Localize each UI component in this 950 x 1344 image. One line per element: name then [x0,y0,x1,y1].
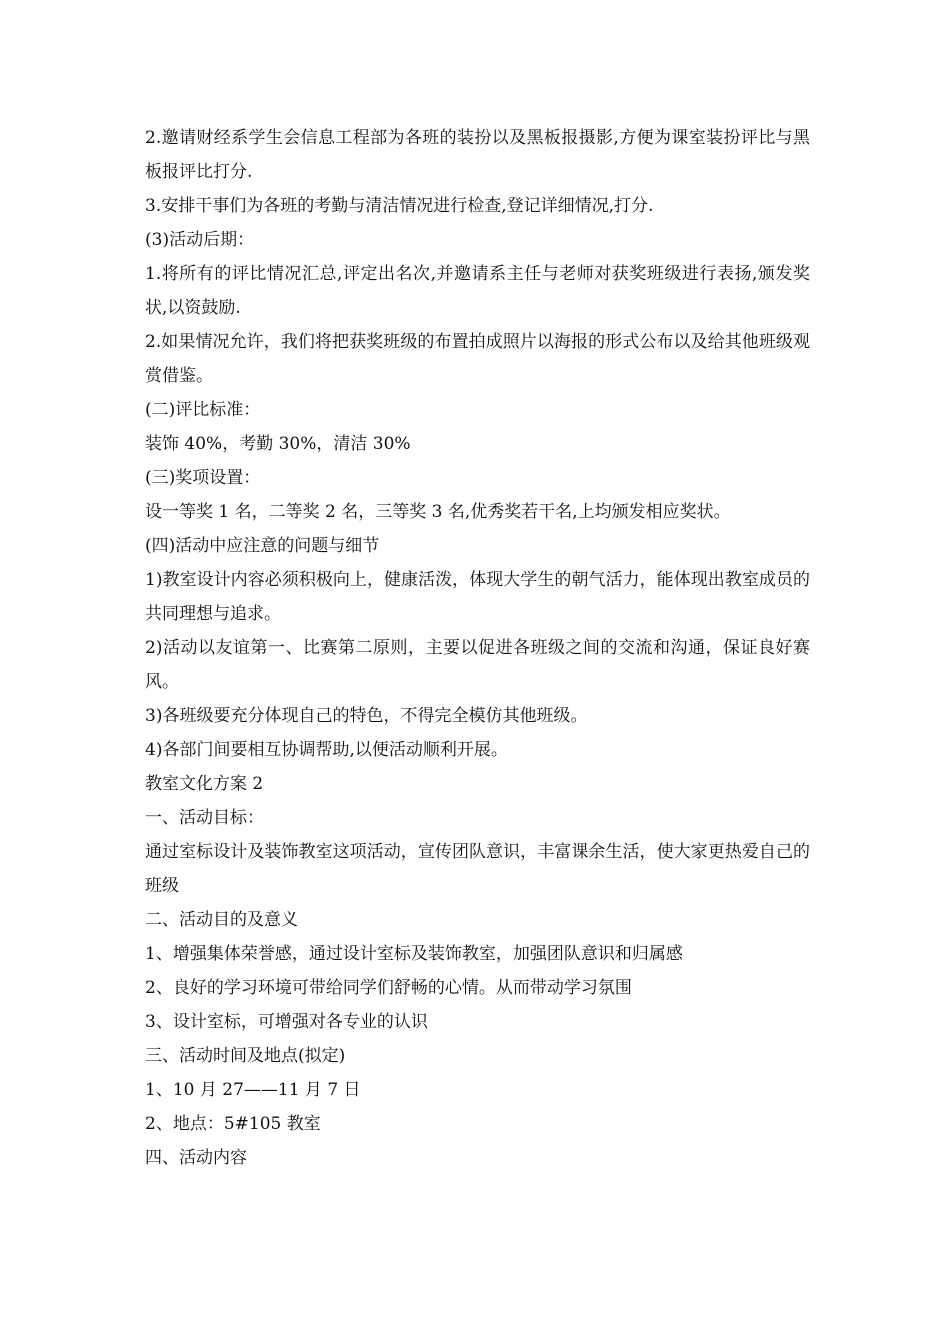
document-title: 教室文化方案 2 [145,774,264,794]
paragraph: 2.如果情况允许，我们将把获奖班级的布置拍成照片以海报的形式公布以及给其他班级观赏借鉴。 [145,332,810,386]
section-heading: 四、活动内容 [145,1148,247,1168]
paragraph: 1)教室设计内容必须积极向上，健康活泼，体现大学生的朝气活力，能体现出教室成员的共同理想与追求。 [145,570,810,624]
paragraph: 4)各部门间要相互协调帮助,以便活动顺利开展。 [145,740,508,760]
paragraph: 3)各班级要充分体现自己的特色，不得完全模仿其他班级。 [145,706,588,726]
paragraph: 2.邀请财经系学生会信息工程部为各班的装扮以及黑板报摄影,方便为课室装扮评比与黑板报评比打分. [145,128,810,182]
paragraph: 2、地点：5#105 教室 [145,1114,321,1134]
paragraph: 3.安排干事们为各班的考勤与清洁情况进行检查,登记详细情况,打分. [145,196,654,216]
section-heading: 一、活动目标： [145,808,264,828]
paragraph: 1、10 月 27——11 月 7 日 [145,1080,361,1100]
section-heading: 二、活动目的及意义 [145,910,298,930]
section-heading: (四)活动中应注意的问题与细节 [145,536,380,556]
paragraph: 2、良好的学习环境可带给同学们舒畅的心情。从而带动学习氛围 [145,978,632,998]
paragraph: 设一等奖 1 名，二等奖 2 名，三等奖 3 名,优秀奖若干名,上均颁发相应奖状。 [145,502,731,522]
paragraph: 2)活动以友谊第一、比赛第二原则，主要以促进各班级之间的交流和沟通，保证良好赛风。 [145,638,810,692]
paragraph: 通过室标设计及装饰教室这项活动，宣传团队意识，丰富课余生活，使大家更热爱自己的班级 [145,842,810,896]
section-heading: (二)评比标准： [145,400,261,420]
paragraph: 3、设计室标，可增强对各专业的认识 [145,1012,428,1032]
section-heading: 三、活动时间及地点(拟定) [145,1046,346,1066]
paragraph: 1、增强集体荣誉感，通过设计室标及装饰教室，加强团队意识和归属感 [145,944,683,964]
paragraph: 1.将所有的评比情况汇总,评定出名次,并邀请系主任与老师对获奖班级进行表扬,颁发奖状,以资鼓励. [145,264,810,318]
section-heading: (3)活动后期： [145,230,255,250]
document-body [145,121,810,1175]
section-heading: (三)奖项设置： [145,468,261,488]
paragraph: 装饰 40%，考勤 30%，清洁 30% [145,434,411,454]
